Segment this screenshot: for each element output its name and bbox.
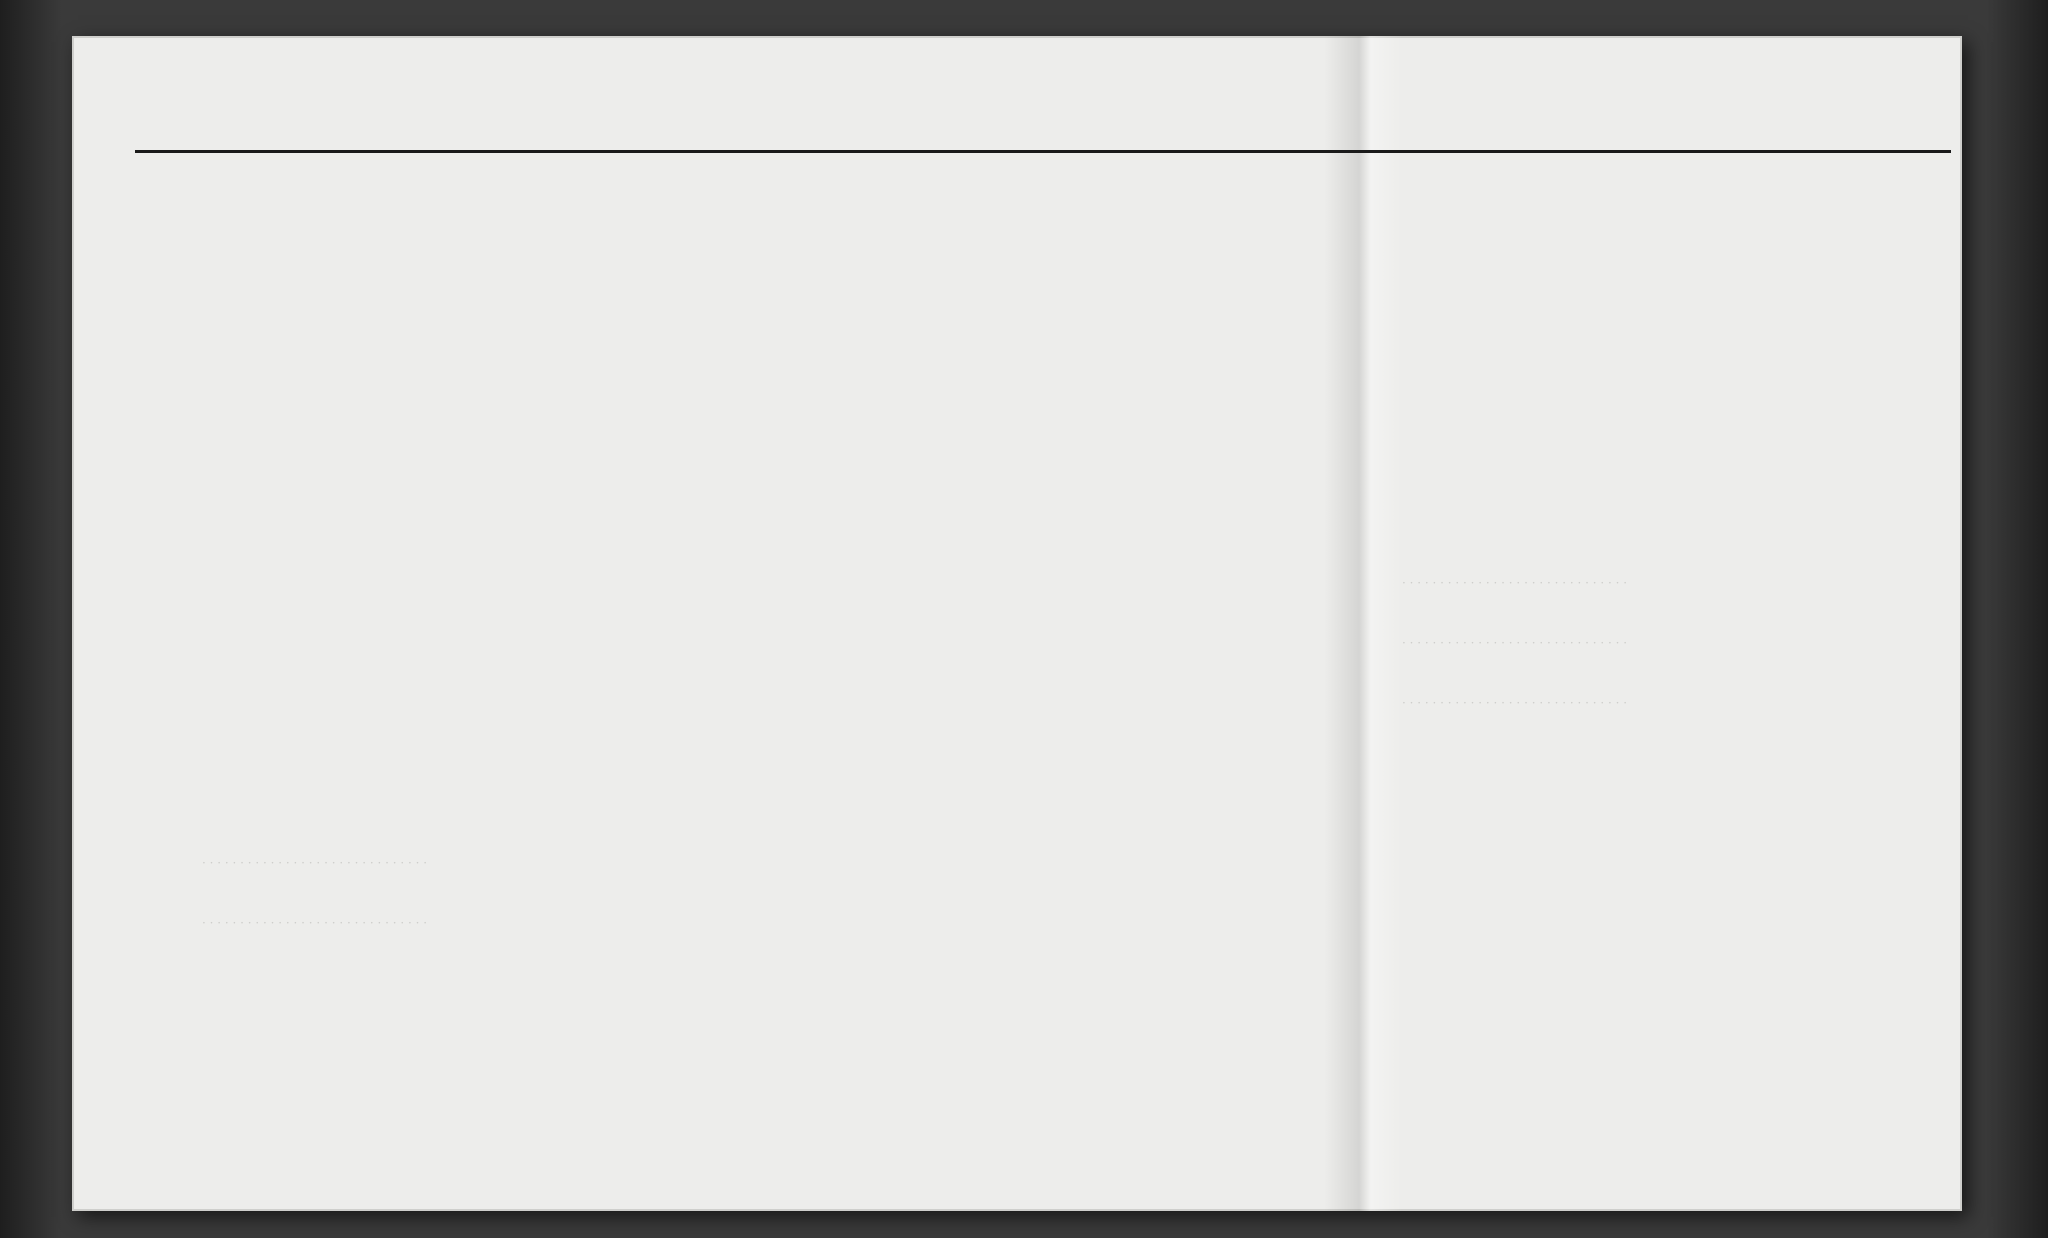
title-rule bbox=[135, 150, 1951, 153]
census-sheet: · · · · · · · · · · · · · · · · · · · · · · · · · · · · · · · · · · · · · · · · · · · · · · · · · · · · · · · · · · · · · · · · · · · · · · · · · · · · · · · · · · · · · · · · · · · · · · · · · · · · · · · · · · · · · · · · · · · · · · · · · · · · · · · · · · · · · · · · · · · · · · · · · · · · · · bbox=[72, 36, 1962, 1211]
page-fold bbox=[1324, 36, 1402, 1211]
